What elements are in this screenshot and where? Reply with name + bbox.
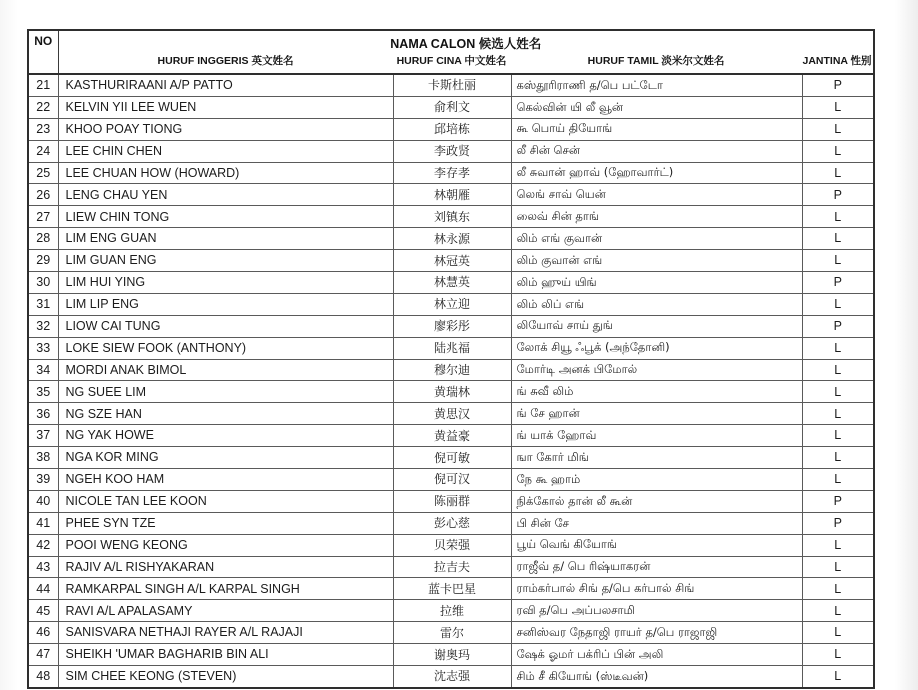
cell-no: 42 bbox=[28, 534, 58, 556]
cell-tamil: லிம் எங் குவான் bbox=[511, 228, 802, 250]
table-row bbox=[28, 184, 874, 206]
cell-no: 44 bbox=[28, 578, 58, 600]
cell-tamil: சனிஸ்வர நேதாஜி ராயர் த/பெ ராஜாஜி bbox=[511, 622, 802, 644]
cell-tamil: பி சின் சே bbox=[511, 512, 802, 534]
table-row bbox=[28, 162, 874, 184]
cell-english: KHOO POAY TIONG bbox=[58, 118, 393, 140]
table-row bbox=[28, 206, 874, 228]
cell-tamil: மோர்டி அனக் பிமோல் bbox=[511, 359, 802, 381]
cell-chinese: 拉吉夫 bbox=[393, 556, 511, 578]
cell-gender: L bbox=[802, 644, 874, 666]
cell-chinese: 黄瑞林 bbox=[393, 381, 511, 403]
cell-no: 35 bbox=[28, 381, 58, 403]
cell-chinese: 穆尔迪 bbox=[393, 359, 511, 381]
cell-english: PHEE SYN TZE bbox=[58, 512, 393, 534]
cell-tamil: லிம் லிப் எங் bbox=[511, 293, 802, 315]
table-row bbox=[28, 512, 874, 534]
table-row bbox=[28, 359, 874, 381]
cell-tamil: நே கூ ஹாம் bbox=[511, 469, 802, 491]
cell-no: 45 bbox=[28, 600, 58, 622]
cell-gender: L bbox=[802, 337, 874, 359]
cell-no: 34 bbox=[28, 359, 58, 381]
cell-tamil: ங் யாக் ஹோவ் bbox=[511, 425, 802, 447]
cell-english: NG YAK HOWE bbox=[58, 425, 393, 447]
cell-tamil: கஸ்தூரிராணி த/பெ பட்டோ bbox=[511, 74, 802, 96]
cell-english: LIEW CHIN TONG bbox=[58, 206, 393, 228]
table-row bbox=[28, 272, 874, 294]
table-row bbox=[28, 250, 874, 272]
cell-no: 24 bbox=[28, 140, 58, 162]
cell-gender: L bbox=[802, 228, 874, 250]
cell-gender: P bbox=[802, 512, 874, 534]
column-header-group bbox=[58, 30, 874, 74]
cell-no: 36 bbox=[28, 403, 58, 425]
cell-gender: L bbox=[802, 140, 874, 162]
cell-english: LIM GUAN ENG bbox=[58, 250, 393, 272]
cell-gender: L bbox=[802, 622, 874, 644]
cell-gender: L bbox=[802, 469, 874, 491]
cell-chinese: 沈志强 bbox=[393, 666, 511, 688]
cell-english: LIOW CAI TUNG bbox=[58, 315, 393, 337]
cell-no: 46 bbox=[28, 622, 58, 644]
cell-chinese: 倪可汉 bbox=[393, 469, 511, 491]
cell-english: KASTHURIRAANI A/P PATTO bbox=[58, 74, 393, 96]
table-row bbox=[28, 140, 874, 162]
cell-tamil: சிம் சீ கியோங் (ஸ்டீவன்) bbox=[511, 666, 802, 688]
cell-no: 33 bbox=[28, 337, 58, 359]
cell-chinese: 林立迎 bbox=[393, 293, 511, 315]
cell-chinese: 俞利文 bbox=[393, 96, 511, 118]
cell-tamil: நிக்கோல் தான் லீ கூன் bbox=[511, 490, 802, 512]
cell-english: LEE CHUAN HOW (HOWARD) bbox=[58, 162, 393, 184]
cell-tamil: ரவி த/பெ அப்பலசாமி bbox=[511, 600, 802, 622]
cell-english: SIM CHEE KEONG (STEVEN) bbox=[58, 666, 393, 688]
cell-english: RAVI A/L APALASAMY bbox=[58, 600, 393, 622]
table-row bbox=[28, 447, 874, 469]
cell-chinese: 邱培栋 bbox=[393, 118, 511, 140]
cell-no: 21 bbox=[28, 74, 58, 96]
cell-chinese: 李存孝 bbox=[393, 162, 511, 184]
cell-no: 39 bbox=[28, 469, 58, 491]
cell-gender: L bbox=[802, 381, 874, 403]
cell-gender: L bbox=[802, 425, 874, 447]
cell-no: 40 bbox=[28, 490, 58, 512]
cell-english: LOKE SIEW FOOK (ANTHONY) bbox=[58, 337, 393, 359]
table-row bbox=[28, 666, 874, 688]
cell-chinese: 陈丽群 bbox=[393, 490, 511, 512]
cell-gender: L bbox=[802, 447, 874, 469]
cell-tamil: லீ சுவான் ஹாவ் (ஹோவார்ட்) bbox=[511, 162, 802, 184]
cell-no: 25 bbox=[28, 162, 58, 184]
cell-tamil: ஷேக் ஓமர் பக்ரிப் பின் அலி bbox=[511, 644, 802, 666]
cell-chinese: 彭心慈 bbox=[393, 512, 511, 534]
cell-no: 48 bbox=[28, 666, 58, 688]
table-title: NAMA CALON 候选人姓名 bbox=[390, 37, 542, 51]
cell-gender: P bbox=[802, 74, 874, 96]
cell-gender: L bbox=[802, 578, 874, 600]
table-row bbox=[28, 469, 874, 491]
cell-gender: L bbox=[802, 96, 874, 118]
cell-gender: P bbox=[802, 315, 874, 337]
cell-no: 23 bbox=[28, 118, 58, 140]
cell-gender: L bbox=[802, 250, 874, 272]
cell-chinese: 雷尔 bbox=[393, 622, 511, 644]
cell-english: NG SZE HAN bbox=[58, 403, 393, 425]
cell-english: POOI WENG KEONG bbox=[58, 534, 393, 556]
cell-english: NGEH KOO HAM bbox=[58, 469, 393, 491]
cell-gender: L bbox=[802, 666, 874, 688]
cell-english: LEE CHIN CHEN bbox=[58, 140, 393, 162]
cell-tamil: ங் சே ஹான் bbox=[511, 403, 802, 425]
cell-chinese: 倪可敏 bbox=[393, 447, 511, 469]
table-row bbox=[28, 578, 874, 600]
cell-tamil: ஙா கோர் மிங் bbox=[511, 447, 802, 469]
table-header bbox=[28, 30, 874, 74]
cell-chinese: 廖彩彤 bbox=[393, 315, 511, 337]
cell-no: 26 bbox=[28, 184, 58, 206]
table-row bbox=[28, 96, 874, 118]
cell-english: NGA KOR MING bbox=[58, 447, 393, 469]
cell-chinese: 贝荣强 bbox=[393, 534, 511, 556]
cell-chinese: 林永源 bbox=[393, 228, 511, 250]
cell-no: 28 bbox=[28, 228, 58, 250]
cell-tamil: லைவ் சின் தாங் bbox=[511, 206, 802, 228]
cell-gender: L bbox=[802, 556, 874, 578]
column-header-english: HURUF INGGERIS 英文姓名 bbox=[157, 55, 294, 67]
cell-tamil: லியோவ் சாய் துங் bbox=[511, 315, 802, 337]
cell-chinese: 林朝雁 bbox=[393, 184, 511, 206]
cell-chinese: 蓝卡巴星 bbox=[393, 578, 511, 600]
table-row bbox=[28, 622, 874, 644]
table-row bbox=[28, 381, 874, 403]
table-row bbox=[28, 228, 874, 250]
cell-english: LIM LIP ENG bbox=[58, 293, 393, 315]
table-row bbox=[28, 556, 874, 578]
column-header-gender: JANTINA 性别 bbox=[802, 55, 872, 67]
cell-tamil: கூ பொய் தியோங் bbox=[511, 118, 802, 140]
cell-no: 41 bbox=[28, 512, 58, 534]
cell-no: 27 bbox=[28, 206, 58, 228]
table-row bbox=[28, 600, 874, 622]
cell-tamil: லீ சின் சென் bbox=[511, 140, 802, 162]
cell-no: 37 bbox=[28, 425, 58, 447]
cell-tamil: பூய் வெங் கியோங் bbox=[511, 534, 802, 556]
cell-english: RAJIV A/L RISHYAKARAN bbox=[58, 556, 393, 578]
cell-english: LIM ENG GUAN bbox=[58, 228, 393, 250]
column-header-tamil: HURUF TAMIL 淡米尔文姓名 bbox=[587, 55, 725, 67]
cell-gender: P bbox=[802, 272, 874, 294]
cell-english: SANISVARA NETHAJI RAYER A/L RAJAJI bbox=[58, 622, 393, 644]
cell-gender: P bbox=[802, 184, 874, 206]
cell-chinese: 林慧英 bbox=[393, 272, 511, 294]
column-header-chinese: HURUF CINA 中文姓名 bbox=[396, 55, 507, 67]
table-row bbox=[28, 425, 874, 447]
table-body bbox=[28, 74, 874, 688]
table-row bbox=[28, 490, 874, 512]
cell-tamil: லிம் குவான் எங் bbox=[511, 250, 802, 272]
table-row bbox=[28, 315, 874, 337]
cell-gender: L bbox=[802, 118, 874, 140]
table-row bbox=[28, 293, 874, 315]
cell-no: 32 bbox=[28, 315, 58, 337]
cell-chinese: 黄益豪 bbox=[393, 425, 511, 447]
cell-gender: L bbox=[802, 600, 874, 622]
cell-english: RAMKARPAL SINGH A/L KARPAL SINGH bbox=[58, 578, 393, 600]
cell-gender: L bbox=[802, 359, 874, 381]
cell-gender: P bbox=[802, 490, 874, 512]
cell-english: MORDI ANAK BIMOL bbox=[58, 359, 393, 381]
cell-no: 29 bbox=[28, 250, 58, 272]
cell-tamil: ங் சுவீ லிம் bbox=[511, 381, 802, 403]
cell-no: 31 bbox=[28, 293, 58, 315]
cell-english: KELVIN YII LEE WUEN bbox=[58, 96, 393, 118]
cell-tamil: ராஜீவ் த/ பெ ரிஷ்யாகரன் bbox=[511, 556, 802, 578]
cell-english: LENG CHAU YEN bbox=[58, 184, 393, 206]
cell-gender: L bbox=[802, 534, 874, 556]
cell-chinese: 拉维 bbox=[393, 600, 511, 622]
column-header-no: NO bbox=[28, 30, 58, 74]
table-row bbox=[28, 403, 874, 425]
cell-gender: L bbox=[802, 293, 874, 315]
table-row bbox=[28, 118, 874, 140]
cell-tamil: லெங் சாவ் யென் bbox=[511, 184, 802, 206]
cell-gender: L bbox=[802, 206, 874, 228]
cell-no: 30 bbox=[28, 272, 58, 294]
cell-chinese: 黄思汉 bbox=[393, 403, 511, 425]
cell-english: NICOLE TAN LEE KOON bbox=[58, 490, 393, 512]
cell-gender: L bbox=[802, 403, 874, 425]
cell-no: 43 bbox=[28, 556, 58, 578]
cell-english: NG SUEE LIM bbox=[58, 381, 393, 403]
cell-no: 38 bbox=[28, 447, 58, 469]
cell-chinese: 李政贤 bbox=[393, 140, 511, 162]
cell-chinese: 陆兆福 bbox=[393, 337, 511, 359]
cell-chinese: 林冠英 bbox=[393, 250, 511, 272]
cell-english: SHEIKH 'UMAR BAGHARIB BIN ALI bbox=[58, 644, 393, 666]
table-row bbox=[28, 337, 874, 359]
table-row bbox=[28, 644, 874, 666]
cell-chinese: 刘镇东 bbox=[393, 206, 511, 228]
table-row bbox=[28, 534, 874, 556]
cell-gender: L bbox=[802, 162, 874, 184]
cell-chinese: 谢奥玛 bbox=[393, 644, 511, 666]
candidate-table bbox=[27, 29, 875, 689]
cell-tamil: லோக் சியூ ஃபூக் (அந்தோனி) bbox=[511, 337, 802, 359]
cell-no: 22 bbox=[28, 96, 58, 118]
cell-chinese: 卡斯杜丽 bbox=[393, 74, 511, 96]
cell-tamil: கெல்வின் யி லீ வூன் bbox=[511, 96, 802, 118]
cell-english: LIM HUI YING bbox=[58, 272, 393, 294]
cell-no: 47 bbox=[28, 644, 58, 666]
table-row bbox=[28, 74, 874, 96]
cell-tamil: ராம்கர்பால் சிங் த/பெ கர்பால் சிங் bbox=[511, 578, 802, 600]
cell-tamil: லிம் ஹுய் யிங் bbox=[511, 272, 802, 294]
